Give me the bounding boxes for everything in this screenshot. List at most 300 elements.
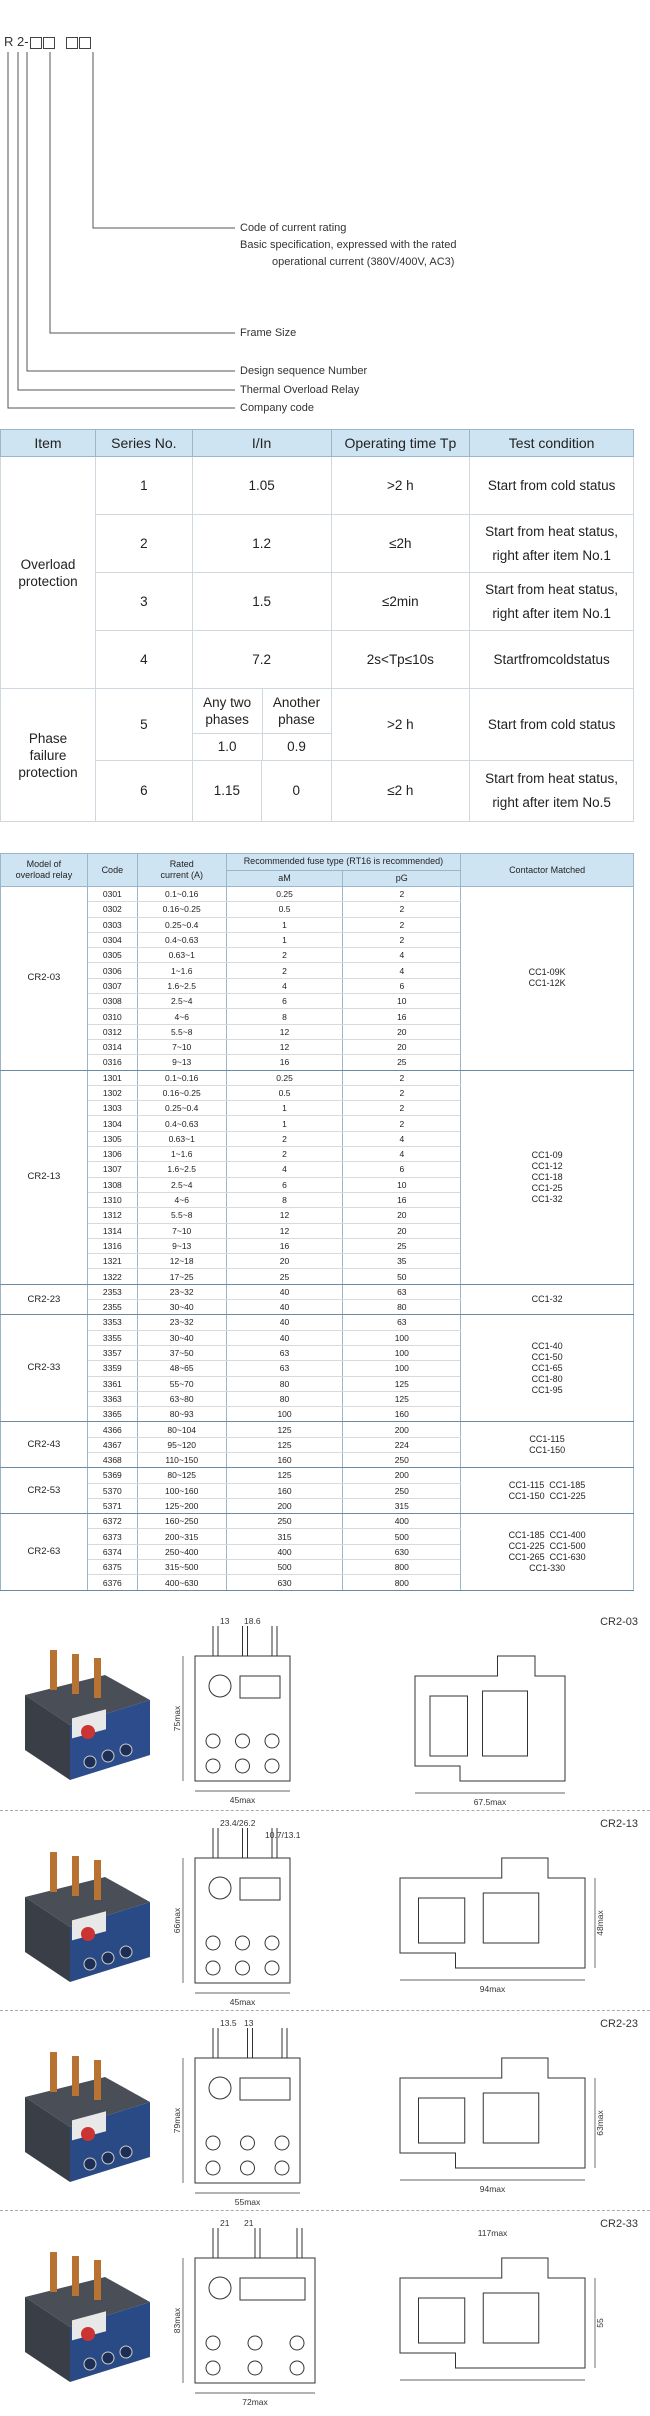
front-width-dim: 45max: [229, 1997, 256, 2006]
contactor-model: CC1-225 CC1-500: [508, 1540, 586, 1551]
fuse-am: 8: [226, 1009, 343, 1024]
operating-time: >2 h: [331, 457, 470, 515]
rated-current: 2.5~4: [137, 994, 226, 1009]
rated-current: 400~630: [137, 1575, 226, 1590]
relay-model: CR2-43: [1, 1422, 88, 1468]
fuse-am: 400: [226, 1544, 343, 1559]
front-top-dim: 23.4/26.2: [220, 1818, 256, 1828]
relay-model: CR2-63: [1, 1514, 88, 1590]
front-view-drawing: [170, 1818, 340, 2006]
code: 3357: [87, 1345, 137, 1360]
i-in-value: 7.2: [192, 631, 331, 689]
code: 3363: [87, 1391, 137, 1406]
rated-current: 160~250: [137, 1514, 226, 1529]
i-in-value: 1.2: [192, 515, 331, 573]
code: 4366: [87, 1422, 137, 1437]
rated-current: 9~13: [137, 1238, 226, 1253]
rated-current: 12~18: [137, 1254, 226, 1269]
contactor-model: CC1-265 CC1-630: [508, 1551, 586, 1562]
fuse-am: 125: [226, 1422, 343, 1437]
header-pg: pG: [343, 870, 461, 887]
side-view-drawing: [385, 2018, 605, 2206]
fuse-pg: 4: [343, 948, 461, 963]
i-in-value: 1.5: [192, 573, 331, 631]
fuse-am: 0.5: [226, 902, 343, 917]
fuse-pg: 800: [343, 1560, 461, 1575]
front-height-dim: 66max: [172, 1907, 182, 1934]
test-condition-line: Startfromcoldstatus: [493, 651, 610, 667]
header-am: aM: [226, 870, 343, 887]
operating-time: ≤2min: [331, 573, 470, 631]
fuse-pg: 2: [343, 1116, 461, 1131]
fuse-am: 63: [226, 1361, 343, 1376]
relay-photo: [10, 2042, 160, 2192]
test-condition-line: Start from cold status: [487, 477, 616, 493]
code: 0316: [87, 1055, 137, 1070]
fuse-am: 315: [226, 1529, 343, 1544]
header-model: Model of overload relay: [1, 854, 88, 887]
fuse-am: 40: [226, 1330, 343, 1345]
test-condition: [470, 631, 634, 689]
i-in-value: 1.05: [192, 457, 331, 515]
model-designation: [0, 0, 650, 420]
side-width-dim: 67.5max: [473, 1797, 507, 1806]
fuse-am: 160: [226, 1483, 343, 1498]
fuse-pg: 63: [343, 1284, 461, 1299]
rated-current: 0.25~0.4: [137, 1101, 226, 1116]
fuse-am: 12: [226, 1039, 343, 1054]
contactor-model: CC1-32: [531, 1193, 563, 1204]
front-top-dim: 21: [220, 2218, 230, 2228]
rated-current: 1.6~2.5: [137, 1162, 226, 1177]
rated-current: 0.1~0.16: [137, 887, 226, 902]
test-condition: Start from heat status, right after item No.5: [470, 761, 634, 822]
front-width-dim: 55max: [234, 2197, 261, 2206]
contactor-model: CC1-25: [531, 1182, 563, 1193]
front-top-dim: 13.5: [220, 2018, 237, 2028]
protection-row: [1, 515, 634, 573]
rated-current: 48~65: [137, 1361, 226, 1376]
series-no: 5: [95, 689, 192, 761]
rated-current: 0.63~1: [137, 948, 226, 963]
fuse-pg: 250: [343, 1483, 461, 1498]
fuse-pg: 4: [343, 963, 461, 978]
protection-row: [1, 573, 634, 631]
fuse-pg: 160: [343, 1407, 461, 1422]
code: 3359: [87, 1361, 137, 1376]
fuse-am: 40: [226, 1300, 343, 1315]
series-no: 1: [95, 457, 192, 515]
rated-current: 23~32: [137, 1315, 226, 1330]
fuse-row: [1, 1514, 634, 1529]
code: 6376: [87, 1575, 137, 1590]
fuse-pg: 2: [343, 887, 461, 902]
fuse-am: 1: [226, 932, 343, 947]
rated-current: 1.6~2.5: [137, 978, 226, 993]
code: 2355: [87, 1300, 137, 1315]
rated-current: 125~200: [137, 1498, 226, 1513]
code: 0307: [87, 978, 137, 993]
protection-row: [1, 457, 634, 515]
fuse-am: 1: [226, 917, 343, 932]
fuse-pg: 125: [343, 1376, 461, 1391]
rated-current: 63~80: [137, 1391, 226, 1406]
phase-failure-label: Phase failure protection: [1, 689, 96, 822]
rated-current: 250~400: [137, 1544, 226, 1559]
header-operating-time: Operating time Tp: [331, 430, 470, 457]
fuse-pg: 25: [343, 1055, 461, 1070]
operating-time: >2 h: [331, 689, 470, 761]
code: 2353: [87, 1284, 137, 1299]
front-top-dim: 13: [244, 2018, 254, 2028]
code: 3353: [87, 1315, 137, 1330]
rated-current: 0.63~1: [137, 1131, 226, 1146]
fuse-am: 12: [226, 1024, 343, 1039]
contactor-matched: [461, 887, 634, 1071]
fuse-am: 200: [226, 1498, 343, 1513]
side-view-drawing: [385, 1818, 605, 2006]
fuse-pg: 200: [343, 1422, 461, 1437]
relay-model: CR2-23: [1, 1284, 88, 1315]
fuse-am: 2: [226, 1131, 343, 1146]
operating-time: ≤2h: [331, 515, 470, 573]
code: 4367: [87, 1437, 137, 1452]
protection-row: [1, 689, 634, 730]
fuse-pg: 2: [343, 902, 461, 917]
protection-table: [0, 429, 634, 822]
front-height-dim: 79max: [172, 2107, 182, 2134]
relay-photo: [10, 2242, 160, 2392]
contactor-model: CC1-12: [531, 1160, 563, 1171]
relay-model: CR2-03: [1, 887, 88, 1071]
contactor-model: CC1-185 CC1-400: [508, 1529, 586, 1540]
phase-value-b: 0: [292, 783, 301, 798]
fuse-pg: 200: [343, 1468, 461, 1483]
code: 3361: [87, 1376, 137, 1391]
fuse-am: 4: [226, 978, 343, 993]
rated-current: 0.16~0.25: [137, 1085, 226, 1100]
fuse-pg: 2: [343, 1070, 461, 1085]
fuse-am: 2: [226, 963, 343, 978]
fuse-pg: 10: [343, 994, 461, 1009]
front-top-dim-2: 10.7/13.1: [265, 1830, 301, 1840]
side-width-dim: 94max: [479, 2184, 506, 2194]
test-condition: [470, 573, 634, 631]
test-condition: [470, 515, 634, 573]
code: 1302: [87, 1085, 137, 1100]
drawing-section: [0, 2012, 650, 2210]
side-height-dim: 63max: [595, 2110, 605, 2136]
i-in-split-table: [193, 689, 331, 760]
fuse-pg: 125: [343, 1391, 461, 1406]
rated-current: 0.1~0.16: [137, 1070, 226, 1085]
designation-dash: 2-: [17, 34, 29, 49]
test-condition-line: Start from heat status,: [485, 581, 618, 597]
fuse-am: 12: [226, 1223, 343, 1238]
code: 0305: [87, 948, 137, 963]
code: 0306: [87, 963, 137, 978]
fuse-pg: 16: [343, 1009, 461, 1024]
fuse-row: [1, 1422, 634, 1437]
rated-current: 110~150: [137, 1452, 226, 1467]
code: 1322: [87, 1269, 137, 1284]
code: 1312: [87, 1208, 137, 1223]
code: 0304: [87, 932, 137, 947]
side-width-dim: 94max: [479, 1984, 506, 1994]
designation-line-company-code: Company code: [240, 402, 314, 414]
relay-model: CR2-13: [1, 1070, 88, 1284]
contactor-model: CC1-09K: [528, 967, 566, 978]
contactor-matched: [461, 1315, 634, 1422]
fuse-pg: 100: [343, 1330, 461, 1345]
test-condition-line: right after item No.1: [492, 605, 611, 621]
fuse-pg: 400: [343, 1514, 461, 1529]
test-condition: [470, 457, 634, 515]
any-two-phases: Any two phases: [193, 689, 262, 734]
front-height-dim: 83max: [172, 2307, 182, 2334]
i-in-split: [192, 689, 331, 761]
rated-current: 30~40: [137, 1300, 226, 1315]
code: 0308: [87, 994, 137, 1009]
fuse-am: 0.25: [226, 1070, 343, 1085]
fuse-am: 160: [226, 1452, 343, 1467]
drawing-section: [0, 1812, 650, 2010]
contactor-model: CC1-150 CC1-225: [508, 1490, 586, 1501]
contactor-model: CC1-330: [529, 1562, 566, 1573]
code: 1316: [87, 1238, 137, 1253]
fuse-pg: 4: [343, 1131, 461, 1146]
fuse-am: 2: [226, 1147, 343, 1162]
fuse-pg: 2: [343, 1085, 461, 1100]
code: 1301: [87, 1070, 137, 1085]
code: 5371: [87, 1498, 137, 1513]
header-fuse-type: Recommended fuse type (RT16 is recommended): [226, 854, 461, 871]
contactor-model: CC1-65: [531, 1362, 563, 1373]
rated-current: 7~10: [137, 1039, 226, 1054]
fuse-pg: 500: [343, 1529, 461, 1544]
section-divider: [0, 2010, 650, 2011]
fuse-pg: 315: [343, 1498, 461, 1513]
fuse-am: 25: [226, 1269, 343, 1284]
designation-line-thermal-relay: Thermal Overload Relay: [240, 384, 360, 396]
fuse-pg: 6: [343, 1162, 461, 1177]
header-contactor: Contactor Matched: [461, 854, 634, 887]
test-condition-line: Start from heat status,: [485, 523, 618, 539]
fuse-pg: 2: [343, 1101, 461, 1116]
code: 1305: [87, 1131, 137, 1146]
fuse-row: [1, 1468, 634, 1483]
code: 6372: [87, 1514, 137, 1529]
code: 1304: [87, 1116, 137, 1131]
header-rated-current: Rated current (A): [137, 854, 226, 887]
phase-value-b: 0.9: [262, 734, 330, 761]
code: 0312: [87, 1024, 137, 1039]
designation-line-operational-current: operational current (380V/400V, AC3): [272, 256, 455, 268]
relay-photo: [10, 1842, 160, 1992]
drawing-model-label: CR2-23: [600, 2018, 638, 2030]
code: 0301: [87, 887, 137, 902]
fuse-pg: 250: [343, 1452, 461, 1467]
front-view-drawing: [170, 1616, 340, 1806]
header-code: Code: [87, 854, 137, 887]
test-condition-line: right after item No.1: [492, 547, 611, 563]
series-no: 3: [95, 573, 192, 631]
protection-row: [1, 761, 634, 822]
rated-current: 4~6: [137, 1192, 226, 1207]
code: 6374: [87, 1544, 137, 1559]
another-phase: Another phase: [272, 695, 321, 727]
series-no: 4: [95, 631, 192, 689]
contactor-model: CC1-50: [531, 1351, 563, 1362]
fuse-table: [0, 853, 634, 1591]
fuse-pg: 2: [343, 932, 461, 947]
fuse-pg: 6: [343, 978, 461, 993]
code: 1306: [87, 1147, 137, 1162]
fuse-row: [1, 1284, 634, 1299]
code: 0302: [87, 902, 137, 917]
front-view-drawing: [170, 2218, 340, 2412]
code: 6375: [87, 1560, 137, 1575]
rated-current: 30~40: [137, 1330, 226, 1345]
contactor-model: CC1-115 CC1-185: [508, 1479, 586, 1490]
designation-leader-lines: [0, 0, 300, 420]
fuse-pg: 35: [343, 1254, 461, 1269]
code: 1308: [87, 1177, 137, 1192]
rated-current: 5.5~8: [137, 1024, 226, 1039]
fuse-pg: 50: [343, 1269, 461, 1284]
test-condition: Start from cold status: [470, 689, 634, 761]
rated-current: 0.16~0.25: [137, 902, 226, 917]
fuse-am: 20: [226, 1254, 343, 1269]
front-view-drawing: [170, 2018, 340, 2206]
front-top-dim: 21: [244, 2218, 254, 2228]
rated-current: 315~500: [137, 1560, 226, 1575]
fuse-row: [1, 887, 634, 902]
header-item: Item: [1, 430, 96, 457]
drawing-section: [0, 2212, 650, 2416]
fuse-am: 40: [226, 1315, 343, 1330]
code: 0303: [87, 917, 137, 932]
fuse-am: 250: [226, 1514, 343, 1529]
rated-current: 5.5~8: [137, 1208, 226, 1223]
drawing-section: [0, 1610, 650, 1810]
front-width-dim: 45max: [229, 1795, 256, 1805]
rated-current: 95~120: [137, 1437, 226, 1452]
rated-current: 200~315: [137, 1529, 226, 1544]
designation-line-design-sequence: Design sequence Number: [240, 365, 368, 377]
contactor-model: CC1-80: [531, 1373, 563, 1384]
contactor-matched: [461, 1468, 634, 1514]
rated-current: 7~10: [137, 1223, 226, 1238]
fuse-pg: 2: [343, 917, 461, 932]
contactor-matched: [461, 1422, 634, 1468]
rated-current: 17~25: [137, 1269, 226, 1284]
fuse-row: [1, 1315, 634, 1330]
operating-time: ≤2 h: [331, 761, 470, 822]
fuse-pg: 63: [343, 1315, 461, 1330]
fuse-am: 12: [226, 1208, 343, 1223]
fuse-am: 6: [226, 994, 343, 1009]
rated-current: 9~13: [137, 1055, 226, 1070]
series-no: 2: [95, 515, 192, 573]
code: 5369: [87, 1468, 137, 1483]
side-width-dim: 117max: [477, 2228, 508, 2238]
overload-protection-label: Overload protection: [1, 457, 96, 689]
relay-photo: [10, 1640, 160, 1790]
rated-current: 1~1.6: [137, 1147, 226, 1162]
relay-model: CR2-33: [1, 1315, 88, 1422]
rated-current: 100~160: [137, 1483, 226, 1498]
contactor-matched: [461, 1070, 634, 1284]
code: 0310: [87, 1009, 137, 1024]
header-i-in: I/In: [192, 430, 331, 457]
phase-value-a: 1.15: [193, 761, 262, 821]
fuse-am: 500: [226, 1560, 343, 1575]
contactor-model: CC1-12K: [528, 978, 566, 989]
fuse-am: 40: [226, 1284, 343, 1299]
fuse-pg: 20: [343, 1039, 461, 1054]
side-view-drawing: [385, 2218, 605, 2412]
fuse-am: 125: [226, 1437, 343, 1452]
fuse-am: 16: [226, 1055, 343, 1070]
code: 1321: [87, 1254, 137, 1269]
contactor-model: CC1-40: [531, 1340, 563, 1351]
fuse-pg: 25: [343, 1238, 461, 1253]
designation-line-frame-size: Frame Size: [240, 327, 297, 339]
code: 3365: [87, 1407, 137, 1422]
code: 1307: [87, 1162, 137, 1177]
code: 4368: [87, 1452, 137, 1467]
front-height-dim: 75max: [172, 1705, 182, 1732]
fuse-pg: 10: [343, 1177, 461, 1192]
code: 0314: [87, 1039, 137, 1054]
fuse-pg: 630: [343, 1544, 461, 1559]
drawing-model-label: CR2-13: [600, 1818, 638, 1830]
fuse-pg: 20: [343, 1223, 461, 1238]
code: 1314: [87, 1223, 137, 1238]
contactor-model: CC1-150: [529, 1444, 566, 1455]
drawing-model-label: CR2-33: [600, 2218, 638, 2230]
fuse-am: 4: [226, 1162, 343, 1177]
front-top-dim: 18.6: [244, 1616, 261, 1626]
contactor-model: CC1-18: [531, 1171, 563, 1182]
operating-time: 2s<Tp≤10s: [331, 631, 470, 689]
phase-value-a: 1.0: [193, 734, 262, 761]
section-divider: [0, 1810, 650, 1811]
side-height-dim: 55: [595, 2318, 605, 2328]
fuse-am: 630: [226, 1575, 343, 1590]
fuse-am: 0.5: [226, 1085, 343, 1100]
drawing-model-label: CR2-03: [600, 1616, 638, 1628]
fuse-pg: 100: [343, 1345, 461, 1360]
header-test-condition: Test condition: [470, 430, 634, 457]
fuse-am: 1: [226, 1116, 343, 1131]
rated-current: 4~6: [137, 1009, 226, 1024]
rated-current: 23~32: [137, 1284, 226, 1299]
fuse-pg: 80: [343, 1300, 461, 1315]
series-no: 6: [95, 761, 192, 822]
fuse-pg: 800: [343, 1575, 461, 1590]
contactor-matched: [461, 1284, 634, 1315]
fuse-am: 80: [226, 1376, 343, 1391]
fuse-pg: 20: [343, 1024, 461, 1039]
fuse-am: 1: [226, 1101, 343, 1116]
rated-current: 80~93: [137, 1407, 226, 1422]
rated-current: 2.5~4: [137, 1177, 226, 1192]
fuse-am: 125: [226, 1468, 343, 1483]
i-in-split: [192, 761, 331, 822]
code: 5370: [87, 1483, 137, 1498]
